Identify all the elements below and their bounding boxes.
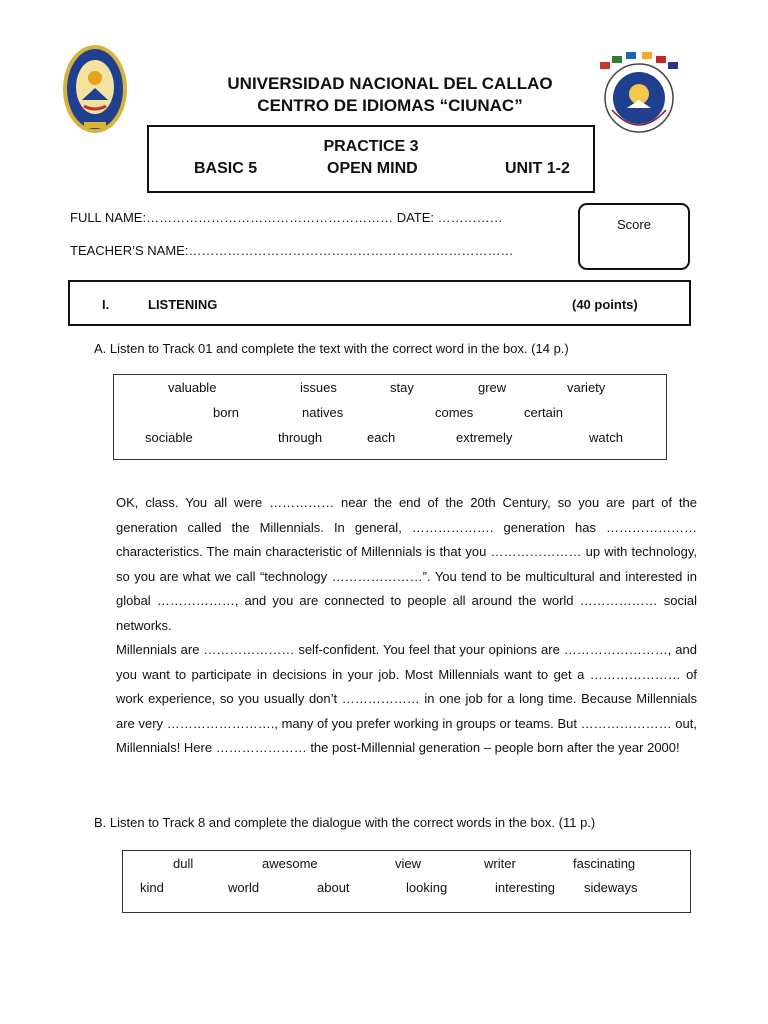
full-name-field[interactable]: FULL NAME:………………………………………………… DATE: …………… — [70, 210, 503, 225]
word-bank-item: through — [278, 430, 323, 445]
section-listening-header — [68, 280, 691, 326]
word-bank-item: certain — [524, 405, 564, 420]
word-bank-item: watch — [589, 430, 623, 445]
word-bank-item: grew — [478, 380, 507, 395]
word-bank-item: variety — [567, 380, 606, 395]
section-title: LISTENING — [148, 297, 218, 312]
word-bank-item: awesome — [262, 856, 318, 871]
word-bank-item: each — [367, 430, 396, 445]
paragraph: OK, class. You all were …………… near the end of the 20th Century, so you are part of the generation called the Millennials. In general, ………………. generation has ………………… characteristics. The main characteristic of Millennials is that you ………………… up with technology, so you are what we call “technology …………………”. You tend to be multicultural and interested in global ………………, and you are connected to people all around the world ……………… social networks. — [116, 495, 697, 633]
level-label: BASIC 5 — [194, 160, 258, 177]
word-bank-item: sociable — [145, 430, 193, 445]
word-bank-item: interesting — [495, 880, 555, 895]
university-title: UNIVERSIDAD NACIONAL DEL CALLAO — [227, 74, 553, 93]
part-a-instruction: A. Listen to Track 01 and complete the text with the correct word in the box. (14 p.) — [94, 341, 569, 356]
word-bank-item: kind — [140, 880, 164, 895]
university-seal-logo — [62, 44, 128, 134]
word-bank-item: sideways — [584, 880, 638, 895]
part-a-text — [116, 491, 697, 761]
unit-label: UNIT 1-2 — [505, 160, 570, 177]
word-bank-item: born — [213, 405, 240, 420]
score-box[interactable] — [578, 203, 690, 270]
practice-header-box — [147, 125, 595, 193]
section-number: I. — [102, 297, 110, 312]
word-bank-item: looking — [406, 880, 448, 895]
word-bank-item: writer — [484, 856, 516, 871]
practice-title: PRACTICE 3 — [323, 138, 419, 155]
word-bank-item: extremely — [456, 430, 513, 445]
part-a-word-box — [113, 374, 667, 460]
section-points: (40 points) — [572, 297, 638, 312]
word-bank-item: comes — [435, 405, 474, 420]
score-label: Score — [617, 217, 651, 232]
word-bank-item: natives — [302, 405, 344, 420]
center-title: CENTRO DE IDIOMAS “CIUNAC” — [257, 96, 523, 115]
word-bank-item: world — [228, 880, 260, 895]
part-b-word-box — [122, 850, 691, 913]
word-bank-item: valuable — [168, 380, 217, 395]
ciunac-seal-logo — [598, 50, 680, 138]
teacher-name-field[interactable]: TEACHER’S NAME:………………………………………………………………… — [70, 243, 514, 258]
word-bank-item: stay — [390, 380, 414, 395]
book-label: OPEN MIND — [327, 160, 418, 177]
paragraph: Millennials are ………………… self-confident. You feel that your opinions are ……………………, and you want to participate in decisions in your job. Most Millennials want to get a ………………… of work experience, so you usually don’t ……………… in one job for a long time. Because Millennials are very ……………………., many of you prefer working in groups or teams. But ………………… out, Millennials! Here ………………… the post-Millennial generation – people born after the year 2000! — [116, 642, 697, 755]
word-bank-item: fascinating — [573, 856, 636, 871]
part-b-instruction: B. Listen to Track 8 and complete the dialogue with the correct words in the box. (11 p.) — [94, 815, 596, 830]
word-bank-item: dull — [173, 856, 194, 871]
word-bank-item: about — [317, 880, 350, 895]
word-bank-item: issues — [300, 380, 337, 395]
word-bank-item: view — [395, 856, 422, 871]
